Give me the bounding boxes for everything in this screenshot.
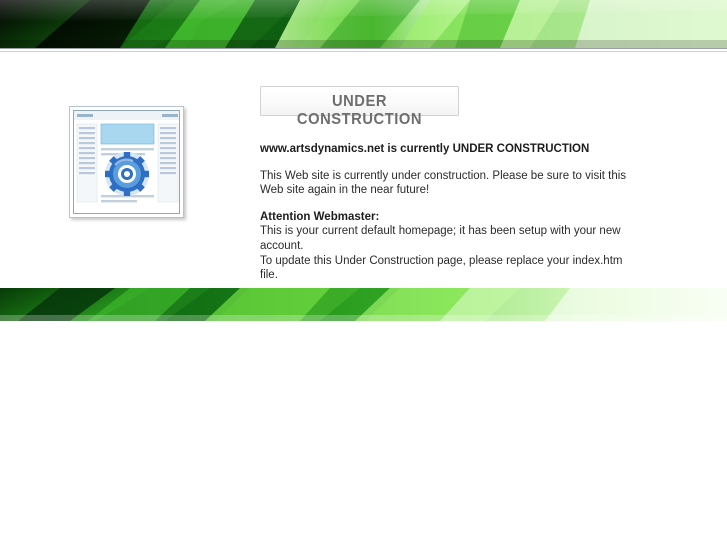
top-banner-graphic bbox=[0, 0, 727, 48]
under-construction-plate bbox=[260, 86, 459, 128]
domain-status-line: www.artsdynamics.net is currently UNDER CONSTRUCTION bbox=[260, 143, 590, 155]
bottom-banner-graphic bbox=[0, 288, 727, 321]
under-construction-paragraph: This Web site is currently under construction. Please be sure to visit this Web site again in the near future! bbox=[260, 169, 627, 197]
webmaster-line-1: This is your current default homepage; it has been setup with your new account. bbox=[260, 225, 621, 252]
web-page-with-gear-illustration bbox=[69, 106, 184, 218]
under-construction-title: UNDER CONSTRUCTION bbox=[296, 93, 423, 128]
webmaster-line-2: To update this Under Construction page, please replace your index.htm file. bbox=[260, 254, 623, 282]
gear-icon bbox=[105, 152, 149, 196]
bottom-decorative-banner bbox=[0, 288, 727, 321]
content-area bbox=[0, 57, 727, 288]
message-text-block bbox=[260, 142, 632, 283]
top-decorative-banner bbox=[0, 0, 727, 48]
banner-divider-rule bbox=[0, 48, 727, 57]
webmaster-heading: Attention Webmaster: bbox=[260, 210, 380, 223]
thumbnail-graphic bbox=[74, 111, 180, 214]
